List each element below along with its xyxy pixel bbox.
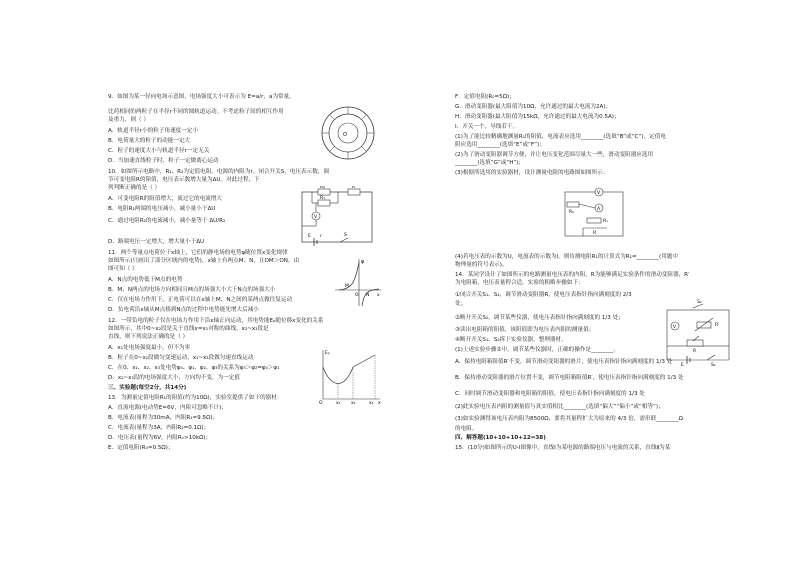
radial-field-figure <box>315 104 381 162</box>
question-text-line: A．可变电阻R的阻值增大，流过它的电流增大 <box>108 196 222 202</box>
question-text-line: 为电阻箱，电压表量程合适。实验的粗略步骤如下： <box>455 280 584 286</box>
question-text-line: C．仅在电场力作用下，正电荷可以在x轴上M、N之间的某两点做往复运动 <box>108 297 293 303</box>
fig14-e-label: E <box>681 363 684 368</box>
question-text-line: 的电阻。 <box>455 426 478 432</box>
question-text-line: 物理量的符号表示)。 <box>455 262 508 268</box>
fig13-rx-label: Rₓ <box>603 219 609 224</box>
question-text-line: D．x₂~x₃段的电场强度大小、方向均不变，为一定值 <box>108 375 240 381</box>
question-text-line: C．在0、x₁、x₂、x₃处电势φ₀、φ₁、φ₂、φ₃的关系为φ₃＞φ₂=φ₀＞φ₁ <box>108 365 280 371</box>
question-text-line: (1)上述实验步骤②中，调节某些仪器时，正确的操作是________。 <box>455 347 619 353</box>
question-text-line: B．M、N两点的电场方向相同且M点的场强大小大于N点的场强大小 <box>108 287 276 293</box>
question-text-line: 比荷相同的两粒子在半径r不同的圆轨道运动。不考虑粒子间的相互作用 <box>108 109 284 115</box>
fig10-r1-label: R₁ <box>320 196 325 201</box>
fig10-e-label: E <box>308 234 311 239</box>
fig11-o-label: O <box>355 293 359 298</box>
fig11-n-label: N <box>366 293 370 298</box>
section-heading-answers: 四、解答题(10+10+10+12=38) <box>455 435 546 441</box>
fig12-x2-label: x₂ <box>351 401 356 405</box>
question-text-line: (3)根据所选用的实验器材，设计测量电阻的电路图如图所示： <box>455 170 609 176</box>
question-text-line: D．路端电压一定增大，增大量小于ΔU <box>108 239 205 245</box>
question-text-line: B．电荷量大的粒子的动能一定大 <box>108 138 191 144</box>
question-text-line: ④断开开关S₁、S₂拆下实验仪器，整理器材。 <box>455 337 567 343</box>
question-text-line: 节可变电阻R的阻值，电压表示数增大量为ΔU。对此过程，下 <box>108 177 260 183</box>
fig13-r0-label: R₀ <box>569 210 574 215</box>
circuit-figure-q14 <box>663 296 733 368</box>
question-text-line: 14．某同学设计了如图所示的电路测量电压表的内阻，R为能够满足实验条件的滑动变阻器，R′ <box>455 272 690 278</box>
question-text-line: G．滑动变阻器(最大阻值为10Ω，允许通过的最大电流为2A)； <box>455 104 612 110</box>
fig11-m-label: M <box>345 284 349 289</box>
question-text-line: 如图所示(只画出了部分区域内的电势)，x轴上有两点M、N，且OM＞ON，由 <box>108 258 300 264</box>
fig11-x-label: x <box>377 293 380 298</box>
question-text-line: D．负电荷沿x轴从M点移到N点的过程中电势能先增大后减小 <box>108 307 259 313</box>
fig14-v-label: V <box>673 325 677 330</box>
question-text-line: ②断开开关S₂，调节某些仪器，使电压表指针指向满刻度的 1/3 处； <box>455 315 624 321</box>
question-text-line: D．当加速直线粒子时，粒子一定做离心运动 <box>108 158 219 164</box>
question-text-line: H．滑动变阻器(最大阻值为15kΩ，允许通过的最大电流为0.5A)； <box>455 114 620 120</box>
fig12-x1-label: x₁ <box>336 401 341 405</box>
question-text-line: 10．如图所示电路中，R₁、R₂为定值电阻，电源的内阻为r。闭合开关S，电压表示数，调 <box>108 169 330 175</box>
section-heading-experiments: 三、实验题(每空2分，共14分) <box>108 385 187 391</box>
question-text-line: 9．如图为某一径向电场示意图，电场强度大小可表示为 E=a/r，a为常量。 <box>108 94 295 100</box>
question-text-line: (3)如实验测得该电压表内阻为8500Ω，要将其量程扩大为原来的 4/3 倍，需串联________Ω <box>455 416 683 422</box>
question-text-line: 直线，则下列说法正确的是（ ） <box>108 334 189 340</box>
fig12-x3-label: x₃ <box>369 401 374 405</box>
question-text-line: F．定值电阻(R₀=5Ω)； <box>455 94 515 100</box>
question-text-line: B．粒子在0~x₂段做匀变速运动，x₂~x₃段做匀速直线运动 <box>108 355 254 361</box>
question-text-line: B．电流表(量程为30mA，内阻R₁=9.5Ω)； <box>108 415 219 421</box>
potential-graph-q11 <box>333 256 383 308</box>
question-text-line: D．电压表(量程为6V，内阻Rᵥ>10kΩ)； <box>108 435 212 441</box>
energy-graph-q12 <box>317 347 383 405</box>
fig9-origin-label: O <box>343 132 347 138</box>
question-text-line: A．N点的电势低于M点的电势 <box>108 277 183 283</box>
circuit-figure-q10 <box>298 186 378 248</box>
question-text-line: 及重力，则（ ） <box>108 117 149 123</box>
question-text-line: 12．一带负电的粒子仅在电场力作用下沿x轴正向运动，其电势能Eₚ随位移x变化的关系 <box>108 318 324 324</box>
question-text-line: I．开关一个，导线若干。 <box>455 124 519 130</box>
question-text-line: 15．(10分)如图所示的U-I图像中，直线Ⅰ为某电源的路端电压与电流的关系，直线Ⅱ为某 <box>455 445 671 451</box>
question-text-line: 处； <box>455 301 467 307</box>
fig12-x-label: x <box>378 401 381 405</box>
question-text-line: (2)为了滑动变阻器调节方便，并让电压变化范围尽量大一些，滑动变阻器应选用 <box>455 152 654 158</box>
fig10-r-label: R <box>352 186 356 190</box>
question-text-line: A．x₁处电场强度最小，但不为零 <box>108 345 191 351</box>
question-text-line: A．轨道半径r小的粒子角速度一定小 <box>108 128 199 134</box>
fig14-rp-label: R′ <box>715 323 720 328</box>
question-text-line: E．定值电阻(R₀=0.5Ω)； <box>108 445 174 451</box>
question-text-line: 图可知（ ） <box>108 266 138 272</box>
fig10-v-label: V <box>314 215 318 220</box>
fig12-ep-label: Eₚ <box>325 351 330 356</box>
question-text-line: (1)为了能比较精确地测量R₁的阻值，电流表应选用________(选填“B”或“C”)，定值电 <box>455 134 666 140</box>
fig14-s2-label: S₂ <box>697 300 702 305</box>
question-text-line: C．同时调节滑动变阻器和电阻箱的阻值，使电压表指针指向满刻度的 1/3 处 <box>455 391 645 397</box>
fig13-a-label: A <box>597 207 601 212</box>
question-text-line: A．保持电阻箱阻值R′不变，调节滑动变阻器的滑片，使电压表指针指向满刻度的 1/3 处 <box>455 359 673 365</box>
question-text-line: ________(选填“G”或“H”)； <box>455 160 524 166</box>
question-text-line: ①闭合开关S₁、S₂，调节滑动变阻器R，使电压表指针指向满刻度的 2/3 <box>455 292 632 298</box>
question-text-line: (4)若电压表的示数为U，电流表的示数为I，则待测电阻R₁的计算式为R₁=________(用题中 <box>455 254 678 260</box>
question-text-line: 13．为测量定值电阻R₁的阻值(约为10Ω)，实验室提供了如下的器材： <box>108 395 283 401</box>
question-text-line: C．粒子的速度大小与轨道半径r一定无关 <box>108 148 210 154</box>
question-text-line: 如图所示，其中0~x₂段是关于直线x=x₁对称的曲线，x₂~x₃段是 <box>108 326 269 332</box>
fig10-r2-label: R₂ <box>320 186 325 190</box>
question-text-line: (2)此实验电压表内阻的测量值与真实值相比________(选填“偏大”“偏小”或“相等”)； <box>455 404 664 410</box>
fig14-s1-label: S₁ <box>711 363 716 368</box>
question-text-line: A．直流电源(电动势E=6V，内阻可忽略不计)； <box>108 405 227 411</box>
circuit-figure-q13 <box>559 184 633 244</box>
fig13-rp-label: R <box>593 231 597 236</box>
fig13-v-label: V <box>597 191 601 196</box>
fig10-s-label: S <box>344 233 347 238</box>
question-text-line: B．电阻R₂两端的电压减小，减小量小于ΔU <box>108 206 216 212</box>
question-text-line: C．通过电阻R₂的电流减小，减小量等于 ΔU/R₂ <box>108 218 226 224</box>
fig12-o-label: O <box>319 401 323 405</box>
question-text-line: C．电流表(量程为3A，内阻R₂=0.1Ω)； <box>108 425 210 431</box>
question-text-line: 阻应选用________(选填“E”或“F”)； <box>455 142 545 148</box>
question-text-line: B．保持滑动变阻器的滑片位置不变，调节电阻箱阻值R′，使电压表指针指向满刻度的 1/3 处 <box>455 375 684 381</box>
fig11-phi-label: φ <box>361 259 365 265</box>
question-text-line: 11．两个等量点电荷位于x轴上，它们的静电场的电势φ随位置x变化规律 <box>108 250 288 256</box>
fig10-rr-label: r <box>320 234 322 239</box>
question-text-line: ③读出电阻箱的阻值，该阻值即为电压表内阻的测量值； <box>455 327 595 333</box>
question-text-line: 列判断正确的是（ ） <box>108 185 161 191</box>
fig14-r-label: R <box>693 349 697 354</box>
